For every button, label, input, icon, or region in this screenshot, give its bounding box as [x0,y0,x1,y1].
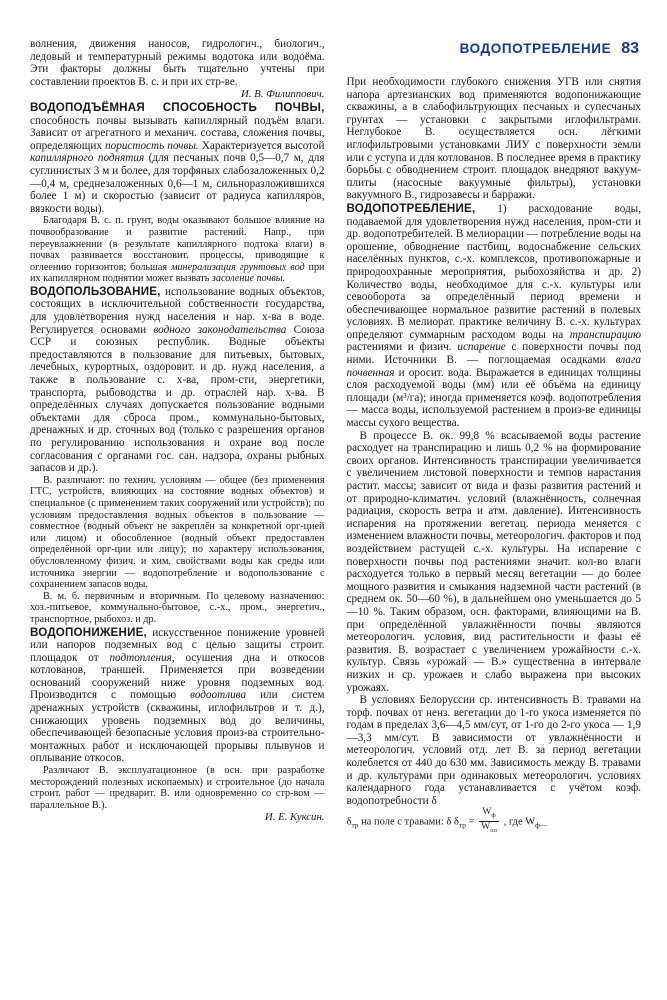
entry-vodoponizhenie [30,627,325,766]
entry-headword: ВОДОПОТРЕБЛЕНИЕ, [346,201,476,215]
continued-paragraph: При необходимости глубокого снижения УГВ или снятия напора артезианских вод применяются водопонижающие скважины, а в слабофильтрующих песчаных и супесчаных грунтах — установки с закрытыми иглофильтрами. Неглубокое В. осуществляется осн. лёгкими иглофильтровыми установками ЛИУ с поверхности земли или с уступа и для котлованов. В последнее время в практику борьбы с обводнением строит. площадок внедряют вакуум-плиты (насосные вакуумные фильтры), установки вакуумного В., гидрозавесы и барражи. [346,76,641,202]
entry-vodopotreblenie [347,203,642,430]
entry-body: способность почвы вызывать капиллярный подъём влаги. Зависит от агрегатного и механич. состава, сложения почвы, определяющих пористость почвы. Характеризуется высотой капиллярного поднятия (для песчаных почв 0,5—0,7 м, для суглинистых 3 м и более, для торфяных слабозаложенных 0,2—0,4 м, среднезаложенных 0,6—1 м, сильноразложившихся более 1 м) и скоростью (зависит от радиуса капилляров, вязкости воды). [30,114,325,215]
fraction-numerator: W [482,807,492,818]
entry-body: использование водных объектов, состоящих в исключительной собственности государства, для удовлетворения нужд населения и нар. х-ва в воде. Регулируется основами водного законодательства Союза ССР и союзных республик. Водные объекты предоставляются в пользование для питьевых, бытовых, лечебных, курортных, оздоровит. и др. нужд населения, а также в пользование с. х-ва, пром-сти, энергетики, транспорта, рыбоводства и др. отраслей нар. х-ва. В определённых случаях допускается пользование водными объектами для сброса пром., коммунально-бытовых, дренажных и др. сточных вод (только с разрешения органов по регулированию использования и охране вод после согласования с органами гос. сан. надзора, охраны рыбных запасов и др.). [30,285,325,475]
entry-note: В. м. б. первичным и вторичным. По целевому назначению: хоз.-питьевое, коммунально-бытовое, с.-х., пром., энергетич., транспортное, рыбохоз. и др. [30,590,325,625]
entry-headword: ВОДОПОНИЖЕНИЕ, [30,625,147,639]
left-column [30,38,325,978]
entry-body: искусственное понижение уровней или напоров подземных вод с целью защиты строит. площадок от подтопления, осушения дна и откосов котлованов, траншей. Применяется при возведении оснований сооружений ниже уровня подземных вод. Производится с помощью водоотлива или систем дренажных устройств (скважины, иглофильтров и т. д.), снижающих уровень подземных вод до величины, обеспечивающей безопасные условия произ-ва строительно-монтажных работ и исключающей прорывы плывунов и оплывание откосов. [30,626,325,765]
formula-text: на поле с травами: δ [361,817,452,829]
entry-note: В. различают: по технич. условиям — общее (без применения ГТС, устройств, влияющих на состояние водных объектов) и специальное (с применением таких сооружений или устройств); по условиям предоставления водных объектов в пользование — совместное (водный объект не закреплён за конкретной орг-цией или лицом) и обособленное (водный объект предоставлен определённой орг-ции или лицу); по характеру использования, обусловленному физич. и хим. свойствами воды как среды или источника энергии — водопотребление и водопользование с сохранением запасов воды. [30,474,325,591]
formula-line [347,807,642,836]
entry-body: 1) расходование воды, подаваемой для удовлетворения нужд населения, пром-сти и др. водопотребителей. В мелиорации — потребление воды на орошение, обводнение пастбищ, водоснабжение сельских населённых пунктов, с.-х. комплексов, противопожарные и природоохранные мероприятия, рыбохозяйства и др. 2) Количество воды, необходимое для с.-х. культуры или севооборота за определённый период времени и обеспечивающее нормальное развитие растений в полевых условиях. В мелиорат. практике величину В. с.-х. культурах определяют суммарным расходом воды на транспирацию растениями и физич. испарение с поверхности почвы под ними. Источники В. — поглощаемая осадками влага почвенная и оросит. вода. Выражается в единицах толщины слоя расходуемой воды (мм) или её объёма на единицу площади (м³/га); иногда применяется коэф. водопотребления — масса воды, используемой растением в произ-ве единицы массы сухого вещества. [346,202,642,430]
author-attribution: И. Е. Куксин. [264,811,325,824]
continued-paragraph: волнения, движения наносов, гидрологич., биологич., ледовый и температурный режимы водотока или водоёма. Эти факторы должны быть тщательно учтены при составлении проектов В. с. и при их стр-ве. [30,38,325,88]
formula-fraction [479,807,499,836]
formula-tail: , где W [503,817,536,829]
formula-equals: = [468,817,475,829]
entry-vodopolzovanie [30,286,325,475]
fraction-denominator: W [481,822,491,833]
formula-delta: δ [454,817,459,829]
fraction-numerator-sub: ф [491,812,496,820]
author-attribution: И. В. Филиппович. [240,88,325,101]
entry-note: Различают В. эксплуатационное (в осн. при разработке месторождений полезных ископаемых) и строительное (до начала строит. работ — предварит. В. или одновременно со стр-вом — параллельное В.). [30,765,325,811]
entry-vodopodyemnaya [30,102,325,215]
entry-headword: ВОДОПОДЪЁМНАЯ СПОСОБНОСТЬ ПОЧВЫ, [30,100,325,114]
entry-note: Благодаря В. с. п. грунт, воды оказывают большое влияние на почвообразование и развитие растений. Напр., при переувлажнении (в результате капиллярного подтока влаги) в почвах развивается восстановит. процессы, приводящие к оглеению горизонтов; большая минерализация грунтовых вод при их капиллярном поднятии может вызвать засоление почвы. [30,215,325,285]
formula-sub: тр [458,821,466,831]
two-column-layout [30,38,641,978]
page-header [460,40,639,58]
body-paragraph: В процессе В. ок. 99,8 % всасываемой воды растение расходует на транспирацию и лишь 0,2 % на формирование своих органов. Интенсивность транспирации увеличивается с увеличением листовой поверхности и темпов нарастания растит. массы; зависит от вида и фазы развития растений и от природно-климатич. условий (влажнённость, солнечная радиация, скорость ветра и атм. давление). Интенсивность испарения на протяжении вегетац. периода меняется с изменением влажности почвы, метеорологич. факторов и под воздействием растущей с.-х. культуры. На испарение с поверхности почвы под растениями значит. кол-во влаги расходуется только в первый месяц вегетации — до более мощного развития и смыкания надземной части растений (в среднем ок. 50—60 %), в дальнейшем оно уменьшается до 5—10 %. Таким образом, осн. факторами, влияющими на В. при определённой увлажнённости почвы являются метеорологич. условия, вид растительности и фазы её развития. В. возрастает с увеличением урожайности с.-х. культур. Связь «урожай — В.» существенна в интервале низких и ср. урожаев и слабо выражена при высоких урожаях. [346,429,641,694]
body-paragraph: В условиях Белоруссии ср. интенсивность В. травами на торф. почвах от ненз. вегетации до 1-го укоса изменяется по годам в пределах 3,6—4,5 мм/сут, от 1-го до 2-го укоса — 1,9—3,3 мм/сут. В зависимости от увлажнённости и метеорологич. условий отд. лет В. за период вегетации колеблется от 440 до 630 мм. Зависимость между В. травами и др. культурами при одинаковых метеорологич. условиях календарного года устанавливается с учётом коэф. водопотребности δ [346,694,641,807]
entry-headword: ВОДОПОЛЬЗОВАНИЕ, [30,284,161,298]
fraction-denominator-sub: оп [490,827,497,835]
formula-prefix: δ [346,817,352,829]
formula-sub: тр [351,821,359,831]
right-column [347,38,642,978]
formula-tail-sub: ф— [535,821,548,831]
running-title: ВОДОПОТРЕБЛЕНИЕ [459,41,612,56]
page-number: 83 [621,40,639,57]
